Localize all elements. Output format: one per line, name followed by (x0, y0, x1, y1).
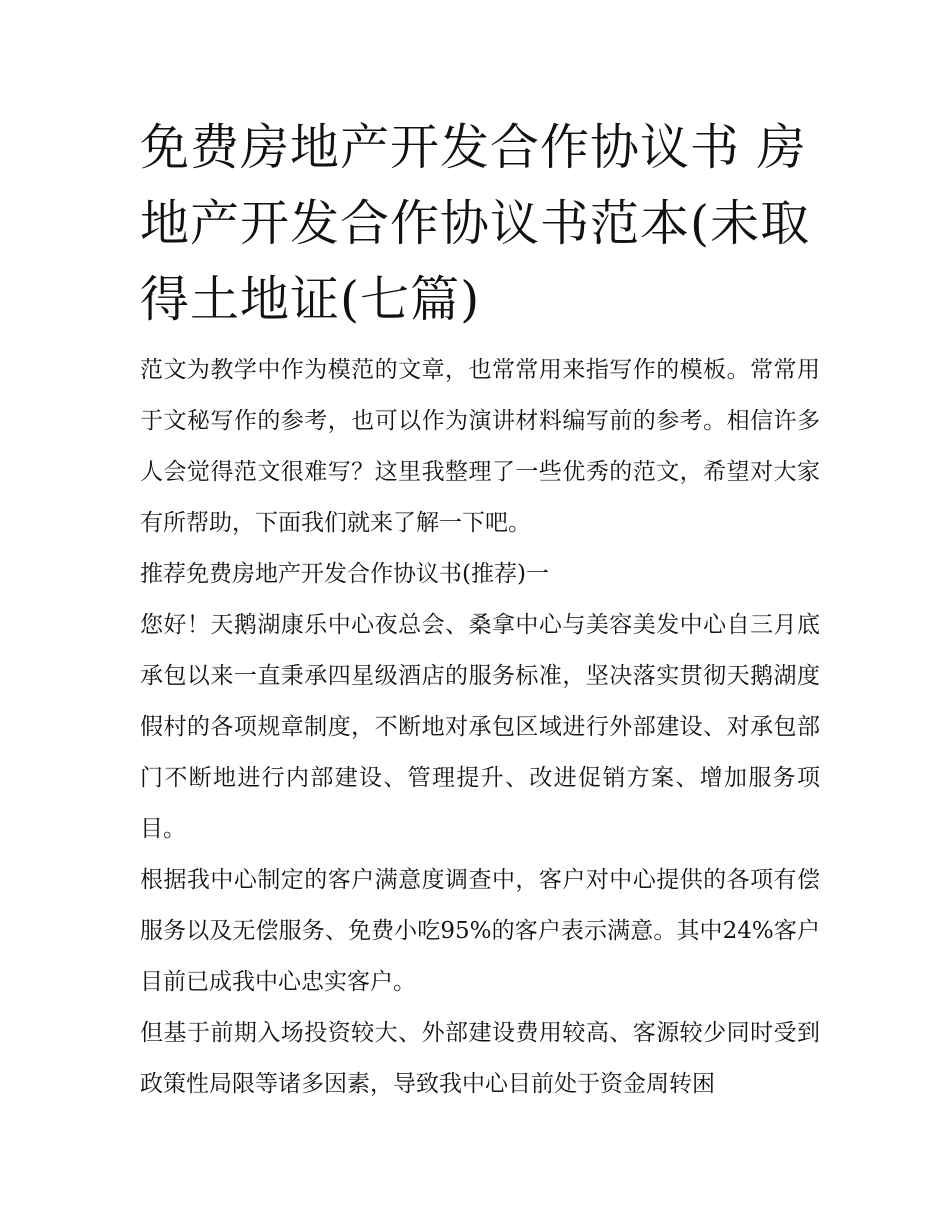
body-paragraph: 您好！天鹅湖康乐中心夜总会、桑拿中心与美容美发中心自三月底承包以来一直秉承四星级酒店的服务标准，坚决落实贯彻天鹅湖度假村的各项规章制度，不断地对承包区域进行外部建设、对承包部门不断地进行内部建设、管理提升、改进促销方案、增加服务项目。 (140, 612, 820, 842)
document-title: 免费房地产开发合作协议书 房地产开发合作协议书范本(未取得土地证(七篇) (140, 119, 811, 328)
body-paragraph: 但基于前期入场投资较大、外部建设费用较高、客源较少同时受到政策性局限等诸多因素，导致我中心目前处于资金周转困 (140, 1020, 820, 1097)
section-heading: 推荐免费房地产开发合作协议书(推荐)一 (140, 561, 549, 587)
document-body (140, 345, 820, 1110)
body-paragraph: 根据我中心制定的客户满意度调查中，客户对中心提供的各项有偿服务以及无偿服务、免费小吃95%的客户表示满意。其中24%客户目前已成我中心忠实客户。 (140, 867, 820, 995)
intro-paragraph: 范文为教学中作为模范的文章，也常常用来指写作的模板。常常用于文秘写作的参考，也可以作为演讲材料编写前的参考。相信许多人会觉得范文很难写？这里我整理了一些优秀的范文，希望对大家有所帮助，下面我们就来了解一下吧。 (140, 357, 820, 536)
document-page (140, 110, 820, 1110)
